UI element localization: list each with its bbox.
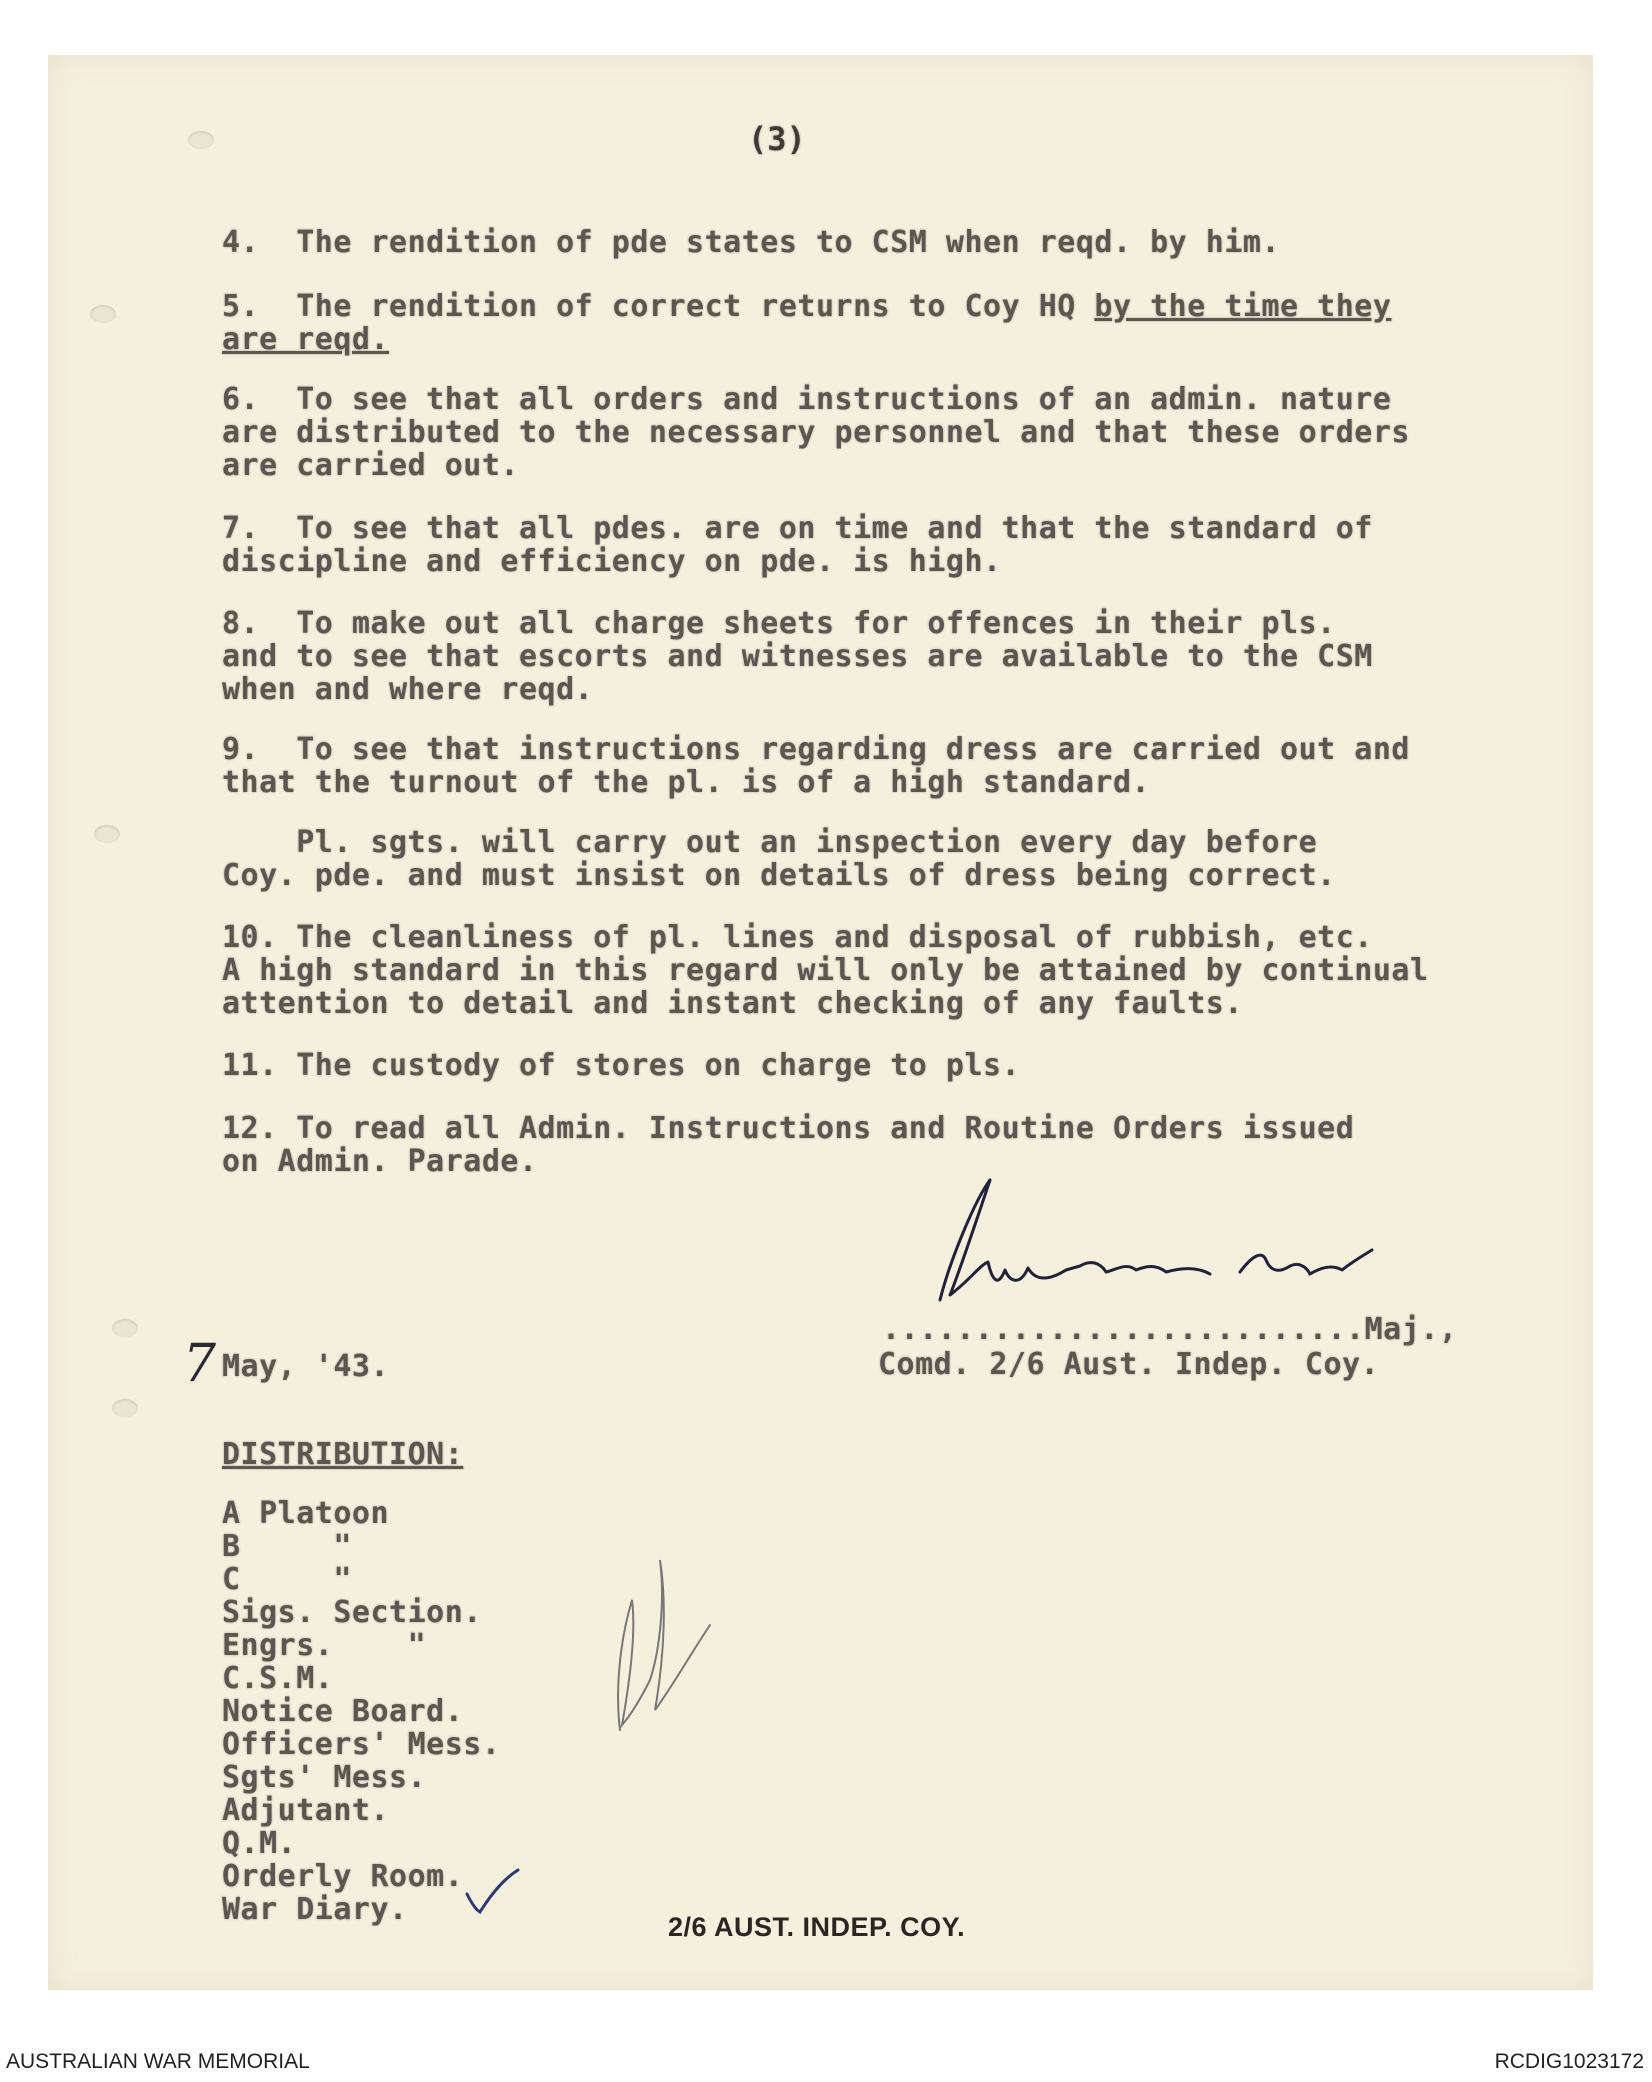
page-number: (3) xyxy=(748,120,806,158)
distribution-item: War Diary. xyxy=(222,1892,408,1927)
distribution-item: Adjutant. xyxy=(222,1793,390,1828)
item-8-line-2: and to see that escorts and witnesses are available to the CSM xyxy=(222,639,1373,674)
distribution-item: Orderly Room. xyxy=(222,1859,464,1894)
distribution-item: C.S.M. xyxy=(222,1661,334,1696)
item-4: 4. The rendition of pde states to CSM when reqd. by him. xyxy=(222,225,1281,260)
item-10-line-1: 10. The cleanliness of pl. lines and disposal of rubbish, etc. xyxy=(222,920,1373,955)
distribution-item: Sigs. Section. xyxy=(222,1595,482,1630)
distribution-item: Officers' Mess. xyxy=(222,1727,501,1762)
item-7-line-1: 7. To see that all pdes. are on time and that the standard of xyxy=(222,511,1373,546)
item-11: 11. The custody of stores on charge to pls. xyxy=(222,1048,1021,1083)
item-9-line-1: 9. To see that instructions regarding dress are carried out and xyxy=(222,732,1410,767)
date-typed: May, '43. xyxy=(222,1349,390,1384)
unit-stamp: 2/6 AUST. INDEP. COY. xyxy=(668,1912,966,1942)
punch-hole xyxy=(188,131,214,149)
checkmark-icon xyxy=(462,1866,522,1916)
item-6-line-1: 6. To see that all orders and instructions of an admin. nature xyxy=(222,382,1392,417)
distribution-item: Notice Board. xyxy=(222,1694,464,1729)
signature-dots-line: ..........................Maj., xyxy=(882,1312,1458,1347)
item-5-underlined-text: by the time they xyxy=(1094,289,1392,324)
item-5-line-1: 5. The rendition of correct returns to Coy HQ by the time they xyxy=(222,289,1392,324)
footer-record-id: RCDIG1023172 xyxy=(1494,2050,1644,2073)
item-12-line-2: on Admin. Parade. xyxy=(222,1144,538,1179)
item-10-line-2: A high standard in this regard will only be attained by continual xyxy=(222,953,1429,988)
signature-title: Comd. 2/6 Aust. Indep. Coy. xyxy=(878,1347,1380,1382)
item-8-line-3: when and where reqd. xyxy=(222,672,594,707)
pencil-initials xyxy=(590,1540,720,1740)
distribution-list xyxy=(222,1497,500,1926)
punch-hole xyxy=(90,305,116,323)
distribution-item: Sgts' Mess. xyxy=(222,1760,427,1795)
item-10-line-3: attention to detail and instant checking of any faults. xyxy=(222,986,1243,1021)
punch-hole xyxy=(112,1319,138,1337)
distribution-item: B " xyxy=(222,1529,352,1564)
item-7-line-2: discipline and efficiency on pde. is high. xyxy=(222,544,1002,579)
distribution-item: C " xyxy=(222,1562,352,1597)
distribution-item: Q.M. xyxy=(222,1826,297,1861)
handwritten-date-day: 7 xyxy=(183,1334,217,1394)
item-6-line-3: are carried out. xyxy=(222,448,519,483)
item-5-line-2: are reqd. xyxy=(222,322,390,357)
sgts-note-line-1: Pl. sgts. will carry out an inspection every day before xyxy=(222,825,1318,860)
distribution-item: A Platoon xyxy=(222,1496,390,1531)
item-8-line-1: 8. To make out all charge sheets for offences in their pls. xyxy=(222,606,1336,641)
item-9-line-2: that the turnout of the pl. is of a high standard. xyxy=(222,765,1151,800)
handwritten-signature xyxy=(880,1170,1420,1320)
distribution-item: Engrs. " xyxy=(222,1628,427,1663)
item-12-line-1: 12. To read all Admin. Instructions and Routine Orders issued xyxy=(222,1111,1355,1146)
distribution-heading: DISTRIBUTION: xyxy=(222,1437,464,1472)
punch-hole xyxy=(94,825,120,843)
punch-hole xyxy=(112,1399,138,1417)
sgts-note-line-2: Coy. pde. and must insist on details of dress being correct. xyxy=(222,858,1336,893)
footer-institution: AUSTRALIAN WAR MEMORIAL xyxy=(6,2050,310,2073)
item-6-line-2: are distributed to the necessary personnel and that these orders xyxy=(222,415,1410,450)
